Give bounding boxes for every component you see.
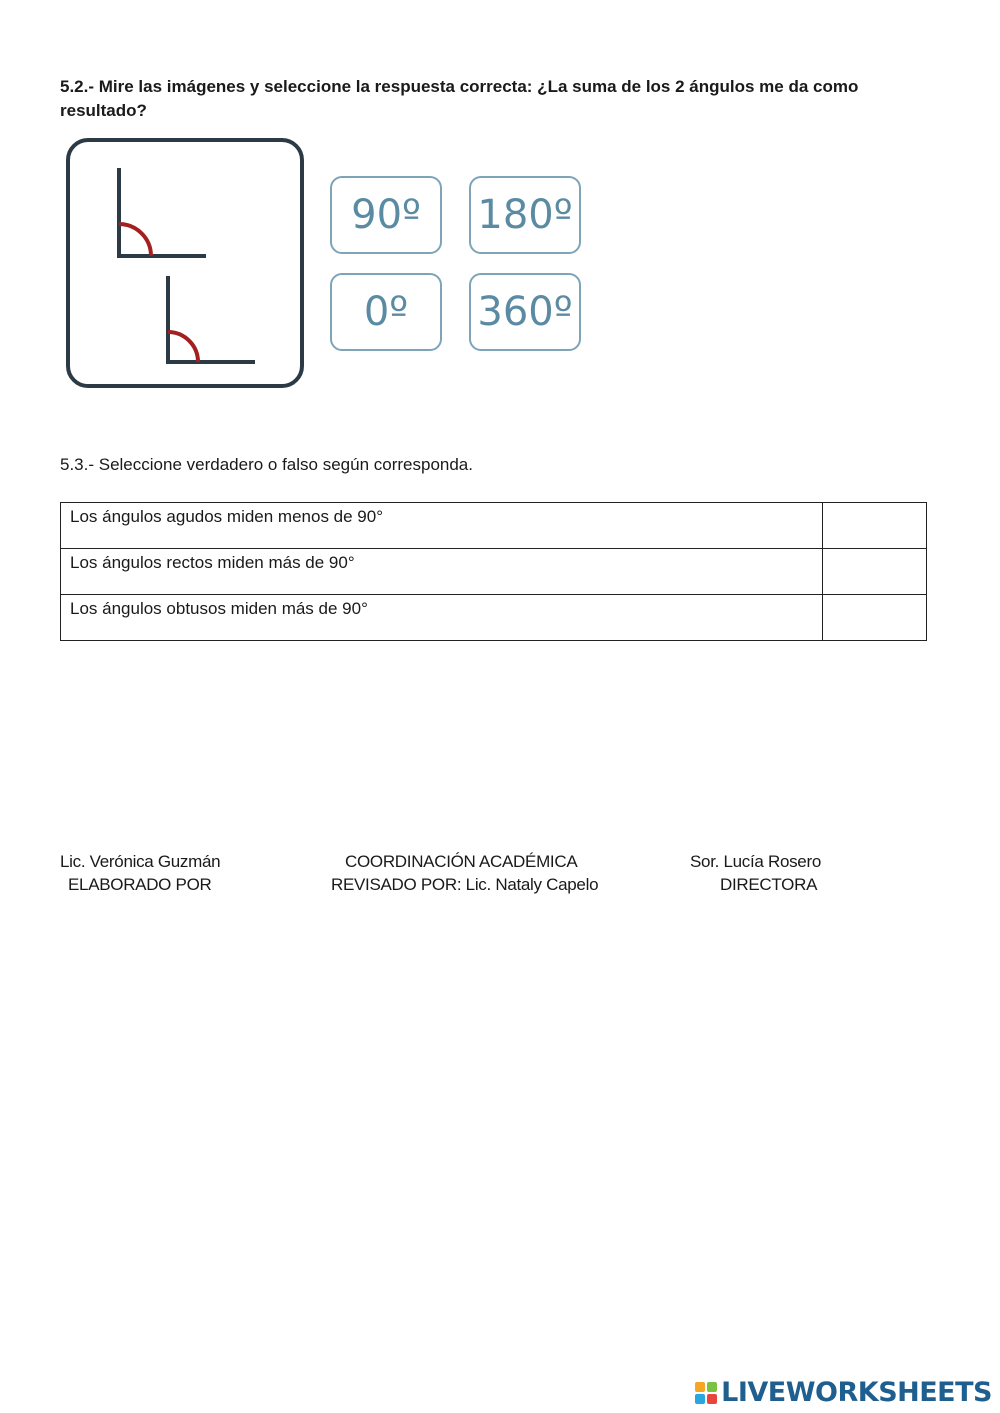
statement-cell: Los ángulos agudos miden menos de 90° [61,503,823,549]
option-0-button[interactable]: 0º [330,273,442,351]
liveworksheets-logo-icon [695,1382,717,1404]
answer-dropdown[interactable] [823,595,927,641]
angle-1-arc [119,224,151,256]
table-row [61,503,927,549]
answer-dropdown[interactable] [823,549,927,595]
liveworksheets-logo [695,1377,992,1408]
signature-center-role: REVISADO POR: Lic. Nataly Capelo [331,875,599,894]
option-90-button[interactable]: 90º [330,176,442,254]
question-5-3-text: 5.3.- Seleccione verdadero o falso según corresponda. [60,455,473,474]
table-row [61,595,927,641]
liveworksheets-logo-text: LIVEWORKSHEETS [721,1377,992,1408]
answer-dropdown[interactable] [823,503,927,549]
statement-cell: Los ángulos obtusos miden más de 90° [61,595,823,641]
signature-left-role: ELABORADO POR [68,875,212,894]
question-5-2-text: 5.2.- Mire las imágenes y seleccione la respuesta correcta: ¿La suma de los 2 ángulos me da como resultado? [60,77,859,120]
angle-2-arc [168,332,198,362]
signature-left-name: Lic. Verónica Guzmán [60,852,221,871]
true-false-table [60,502,927,641]
statement-cell: Los ángulos rectos miden más de 90° [61,549,823,595]
signature-right-role: DIRECTORA [720,875,818,894]
table-row [61,549,927,595]
signature-right-name: Sor. Lucía Rosero [690,852,821,871]
signature-center-name: COORDINACIÓN ACADÉMICA [345,852,578,871]
option-360-button[interactable]: 360º [469,273,581,351]
angles-figure [66,138,304,388]
option-180-button[interactable]: 180º [469,176,581,254]
right-angles-illustration [70,142,300,384]
